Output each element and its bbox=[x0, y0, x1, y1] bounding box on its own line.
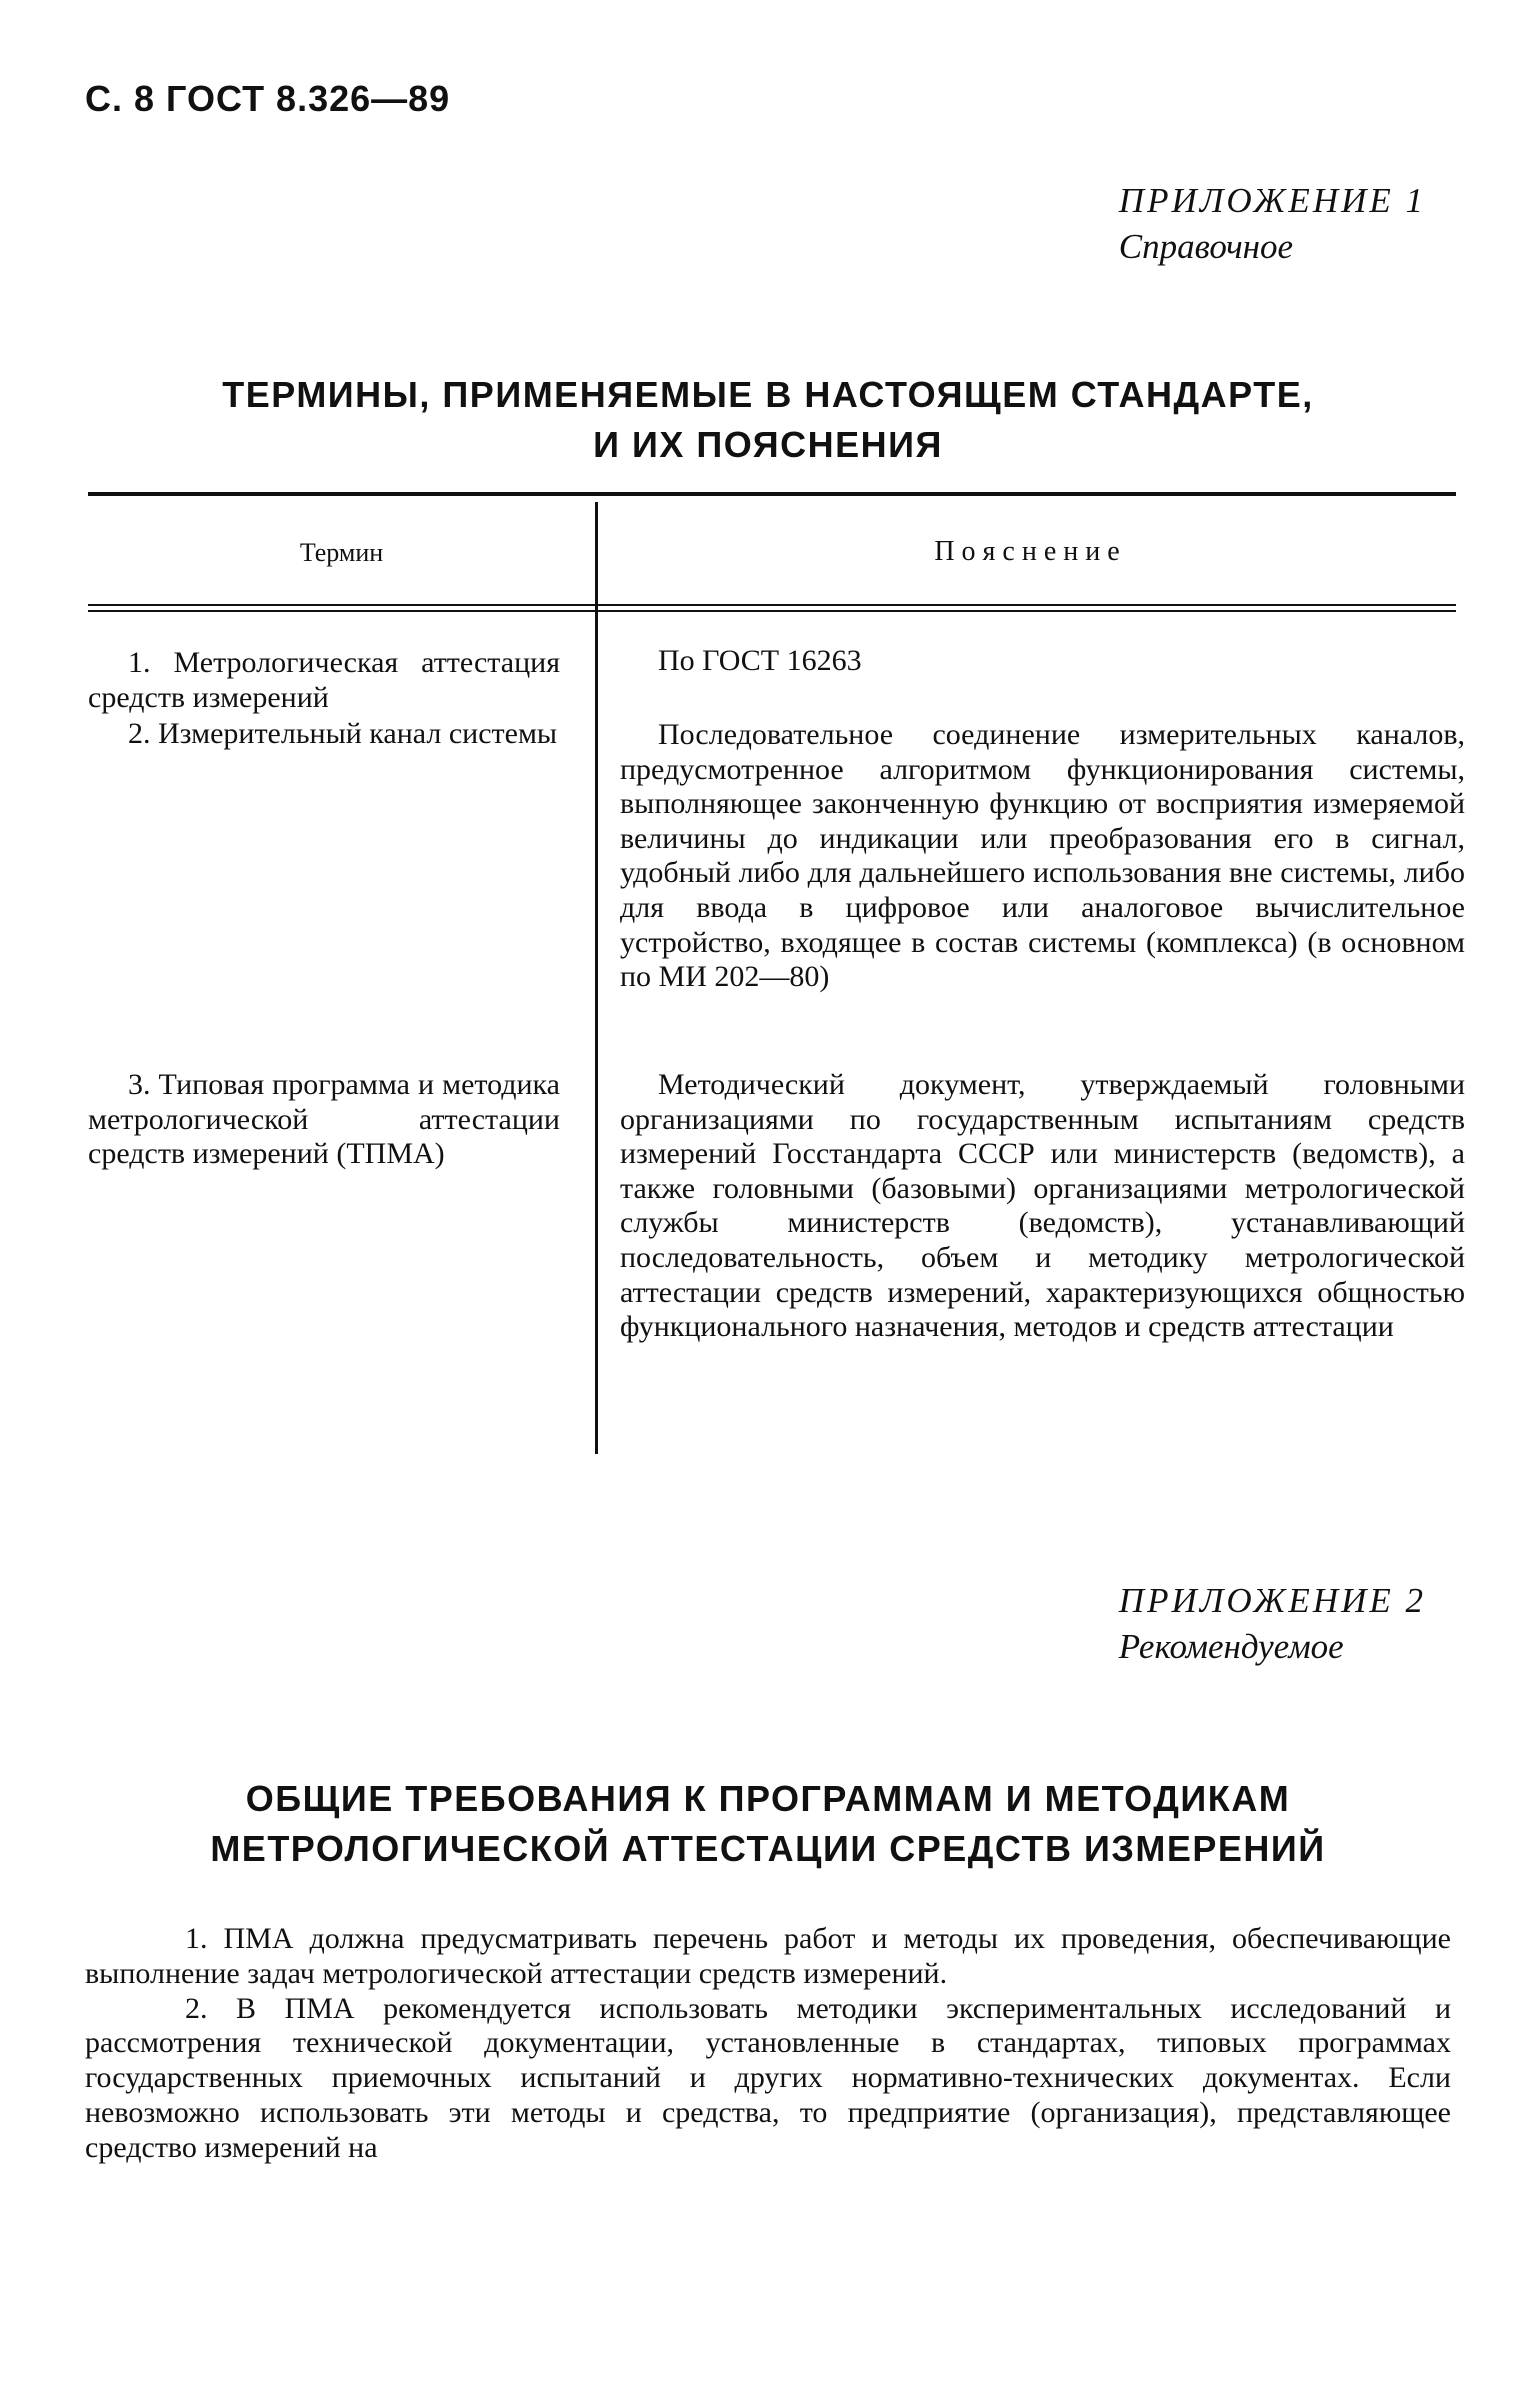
table-row-1-term: 1. Метрологическая аттестация средств измерений bbox=[88, 646, 560, 714]
table-row-3-term: 3. Типовая программа и методика метрологической аттестации средств измерений (ТПМА) bbox=[88, 1068, 560, 1171]
table-column-divider bbox=[595, 502, 598, 1454]
appendix-2-title: ПРИЛОЖЕНИЕ 2 bbox=[1118, 1581, 1426, 1620]
appendix-1-heading bbox=[85, 370, 1451, 470]
appendix-1-heading-line2: И ИХ ПОЯСНЕНИЯ bbox=[593, 424, 943, 465]
appendix-2-label bbox=[1119, 1578, 1426, 1670]
appendix-2-subtitle: Рекомендуемое bbox=[1118, 1627, 1344, 1666]
table-row-1-explanation: По ГОСТ 16263 bbox=[658, 644, 862, 677]
column-header-explanation: П о я с н е н и е bbox=[934, 536, 1120, 567]
appendix-1-title: ПРИЛОЖЕНИЕ 1 bbox=[1118, 181, 1426, 220]
appendix-2-heading-line2: МЕТРОЛОГИЧЕСКОЙ АТТЕСТАЦИИ СРЕДСТВ ИЗМЕРЕНИЙ bbox=[210, 1828, 1326, 1869]
appendix-1-subtitle: Справочное bbox=[1118, 227, 1294, 266]
table-header-rule-2 bbox=[88, 610, 1456, 612]
page-header: С. 8 ГОСТ 8.326—89 bbox=[85, 78, 451, 119]
paragraph-1: 1. ПМА должна предусматривать перечень работ и методы их проведения, обеспечивающие выполнение задач метрологической аттестации средств измерений. bbox=[85, 1922, 1451, 1990]
paragraph-2: 2. В ПМА рекомендуется использовать методики экспериментальных исследований и рассмотрения технической документации, установленные в стандартах, типовых программах государственных приемочных испытаний и других нормативно-технических документах. Если невозможно использовать эти методы и средства, то предприятие (организация), представляющее средство измерений на bbox=[85, 1991, 1451, 2164]
table-header-rule-1 bbox=[88, 604, 1456, 606]
appendix-2-heading bbox=[85, 1774, 1451, 1874]
table-row-2-explanation: Последовательное соединение измерительных каналов, предусмотренное алгоритмом функционирования системы, выполняющее законченную функцию от восприятия измеряемой величины до индикации или преобразования его в сигнал, удобный либо для дальнейшего использования вне системы, либо для ввода в цифровое или аналоговое вычислительное устройство, входящее в состав системы (комплекса) (в основном по МИ 202—80) bbox=[620, 718, 1465, 994]
appendix-2-heading-line1: ОБЩИЕ ТРЕБОВАНИЯ К ПРОГРАММАМ И МЕТОДИКАМ bbox=[245, 1778, 1291, 1819]
appendix-2-body bbox=[85, 1922, 1451, 2166]
table-top-rule bbox=[88, 492, 1456, 496]
table-row-2-term: 2. Измерительный канал системы bbox=[128, 717, 558, 750]
table-row-3-explanation: Методический документ, утверждаемый головными организациями по государственным испытаниям средств измерений Госстандарта СССР или министерств (ведомств), а также головными (базовыми) организациями метрологической службы министерств (ведомств), устанавливающий последовательность, объем и методику метрологической аттестации средств измерений, характеризующихся общностью функционального назначения, методов и средств аттестации bbox=[620, 1068, 1465, 1344]
appendix-1-label bbox=[1119, 178, 1426, 270]
appendix-1-heading-line1: ТЕРМИНЫ, ПРИМЕНЯЕМЫЕ В НАСТОЯЩЕМ СТАНДАРТЕ, bbox=[222, 374, 1314, 415]
column-header-term: Термин bbox=[299, 538, 384, 567]
